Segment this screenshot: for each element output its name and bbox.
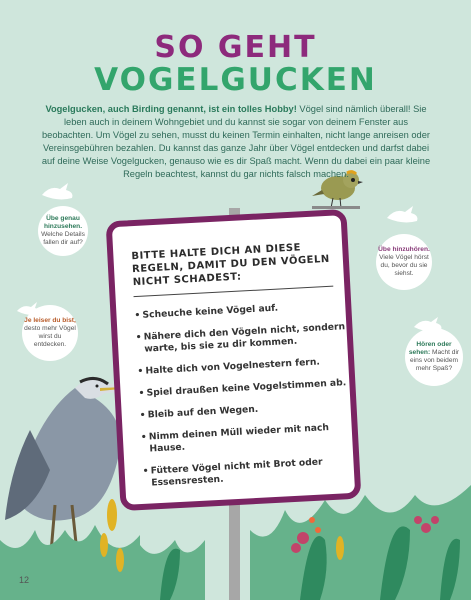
intro-paragraph [40,103,432,181]
rule-item: • Nähere dich den Vögeln nicht, sondern warte, bis sie zu dir kommen. [135,321,346,356]
tip-bubble-look [38,206,88,256]
tip-listen-bold: Übe hinzuhören. [378,246,430,253]
rule-item: • Scheuche keine Vögel auf. [134,299,344,322]
tip-bubble-listen [376,234,432,290]
tip-bubble-quiet [22,305,78,361]
rule-item: • Nimm deinen Müll wieder mit nach Hause. [141,421,352,456]
page-title-line1: SO GEHT [154,30,317,65]
rule-item: • Halte dich von Vogelnestern fern. [137,355,347,378]
tip-hear-see-bold: Hören oder sehen: [408,341,452,356]
tip-look-text: Welche Details fallen dir auf? [41,231,85,246]
page-title-line2: VOGELGUCKEN [94,62,377,98]
bird-silhouette-icon [387,206,417,222]
tip-quiet-bold: Je leiser du bist, [24,317,76,324]
page-number: 12 [19,575,30,585]
bird-silhouette-icon [42,183,72,199]
tip-hear-see-text: Macht dir eins von beidem mehr Spaß? [409,349,460,372]
intro-bold: Vogelgucken, auch Birding genannt, ist ein tolles Hobby! [45,104,297,114]
rules-sign [106,209,362,511]
tip-quiet-text: desto mehr Vögel wirst du entdecken. [24,325,76,348]
intro-text: Vögel sind nämlich überall! Sie leben auch in deinem Wohngebiet und du kannst sie sogar von deinem Fenster aus beobachten. Um Vögel zu sehen, musst du keinen Termin einhalten, nicht lange anreisen oder Vereinsgebühren bezahlen. Du kannst das ganze Jahr über Vögel entdecken und darfst dabei auf deine Weise Vogelgucken, genauso wie es dir Spaß macht. Wenn du dabei ein paar kleine Regeln beachtest, kannst du gar nichts falsch machen. [41,104,431,179]
tip-bubble-hear-or-see [405,328,463,386]
tip-look-bold: Übe genau hinzusehen. [43,215,83,230]
tip-listen-text: Viele Vögel hörst du, bevor du sie siehst. [379,254,429,277]
rule-item: • Füttere Vögel nicht mit Brot oder Essensresten. [142,455,353,490]
rules-list [134,299,354,500]
sign-heading: BITTE HALTE DICH AN DIESE REGELN, DAMIT DU DEN VÖGELN NICHT SCHADEST: [131,242,330,289]
rule-item: • Bleib auf den Wegen. [139,399,349,422]
rule-item: • Spiel draußen keine Vogelstimmen ab. [138,377,348,400]
